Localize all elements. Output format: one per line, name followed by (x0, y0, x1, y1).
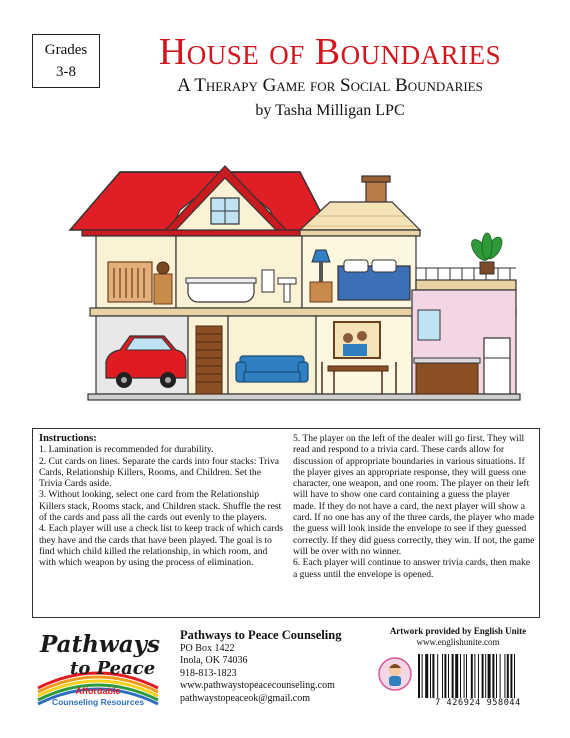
english-unite-logo-icon (378, 654, 412, 694)
instruction-step: 1. Lamination is recommended for durability. (39, 444, 214, 456)
barcode-bar (452, 654, 454, 698)
page-subtitle: A Therapy Game for Social Boundaries (177, 75, 483, 96)
instruction-step: 2. Cut cards on lines. Separate the cards into four stacks: Triva Cards, Relationship Killers, Rooms, and Children. Set the Trivia Cards aside. (39, 455, 280, 490)
artwork-credit (378, 626, 538, 648)
instructions-left-column (39, 433, 284, 569)
grades-label: Grades (44, 42, 88, 58)
dining-table (328, 366, 388, 371)
ground (88, 394, 520, 400)
barcode-bar (466, 654, 467, 698)
artwork-credit-text: Artwork provided by English Unite (389, 626, 527, 636)
contact-name: Pathways to Peace Counseling (180, 628, 342, 642)
instruction-step: 6. Each player will continue to answer trivia cards, then make a guess until the envelope is opened. (293, 557, 531, 580)
dresser (154, 274, 172, 304)
contact-address-1: PO Box 1422 (180, 643, 235, 654)
barcode-bar (455, 654, 458, 698)
barcode-bar (432, 654, 434, 698)
logo-line-1: Pathways (40, 631, 160, 658)
barcode-bar (485, 654, 486, 698)
house-illustration (0, 150, 570, 415)
barcode-bar (488, 654, 491, 698)
contact-website[interactable]: www.pathwaystopeacecounseling.com (180, 680, 335, 692)
barcode-bar (442, 654, 443, 698)
instruction-step: 4. Each player will use a check list to keep track of which cards they have and the cards that have been played. The goal is to find which child killed the relationship, in which room, and with which weapon by using the process of elimination. (39, 523, 284, 569)
barcode-bar (514, 654, 515, 698)
barcode-bar (482, 654, 484, 698)
balcony-floor (416, 280, 516, 290)
contact-address-2: Inola, OK 74036 (180, 655, 248, 667)
author-line: by Tasha Milligan LPC (255, 102, 405, 119)
fridge (484, 338, 510, 394)
logo-line-2: to Peace (70, 658, 156, 679)
barcode-bar (478, 654, 479, 698)
barcode-bar (425, 654, 428, 698)
barcode-bar (448, 654, 449, 698)
barcode-bar (430, 654, 431, 698)
barcode-bar (418, 654, 420, 698)
barcode-bar (464, 654, 465, 698)
barcode-bar (471, 654, 473, 698)
barcode-number: 7 426924 958044 (435, 698, 521, 708)
instruction-step: 3. Without looking, select one card from the Relationship Killers stack, Rooms stack, and Children stack. Shuffle the rest of the cards and pass all the cards out evenly to the players. (39, 489, 282, 524)
instructions-heading: Instructions: (39, 433, 97, 444)
grades-box (32, 34, 100, 88)
sofa (236, 356, 308, 382)
barcode-bar (460, 654, 461, 698)
barcode-bar (507, 654, 509, 698)
contact-email[interactable]: pathwaystopeaceok@gmail.com (180, 692, 310, 704)
barcode-bar (496, 654, 497, 698)
crib (108, 262, 152, 302)
pathways-logo (34, 628, 162, 708)
barcode-bar (504, 654, 505, 698)
barcode-bar (422, 654, 423, 698)
barcode (416, 654, 540, 710)
bathtub (188, 282, 254, 302)
plant-pot (480, 262, 494, 274)
barcode-bar (474, 654, 475, 698)
stairs (196, 326, 222, 394)
artwork-url[interactable]: www.englishunite.com (416, 637, 500, 647)
toilet (262, 270, 274, 292)
logo-line-3: Affordable (75, 686, 121, 696)
barcode-bar (510, 654, 512, 698)
instruction-step: 5. The player on the left of the dealer will go first. They will read and respond to a trivia card. These cards allow for discussion of appropriate boundaries in various situations. If the player gives an appropriate response, they will guess one character, one weapon, and one room. The player on their left will have to show one card containing a guess the player made. If they do not have a card, the next player will show a card. If no one has any of the three cards, the player who made the guess will look inside the envelope to see if they guessed correctly. If they did guess correctly, they win. If not, the game will be over with no winner. (293, 433, 535, 557)
logo-line-4: Counseling Resources (51, 697, 145, 707)
page-title: House of Boundaries (158, 31, 502, 73)
contact-phone: 918-813-1823 (180, 667, 237, 679)
grades-range: 3-8 (56, 64, 76, 80)
barcode-bars (416, 654, 540, 698)
instructions-right-column (293, 433, 535, 580)
barcode-bar (500, 654, 501, 698)
instructions-box (32, 428, 540, 618)
contact-block (180, 628, 370, 705)
kitchen-counter (416, 362, 478, 394)
barcode-bar (437, 654, 438, 698)
barcode-bar (492, 654, 494, 698)
barcode-bar (444, 654, 446, 698)
